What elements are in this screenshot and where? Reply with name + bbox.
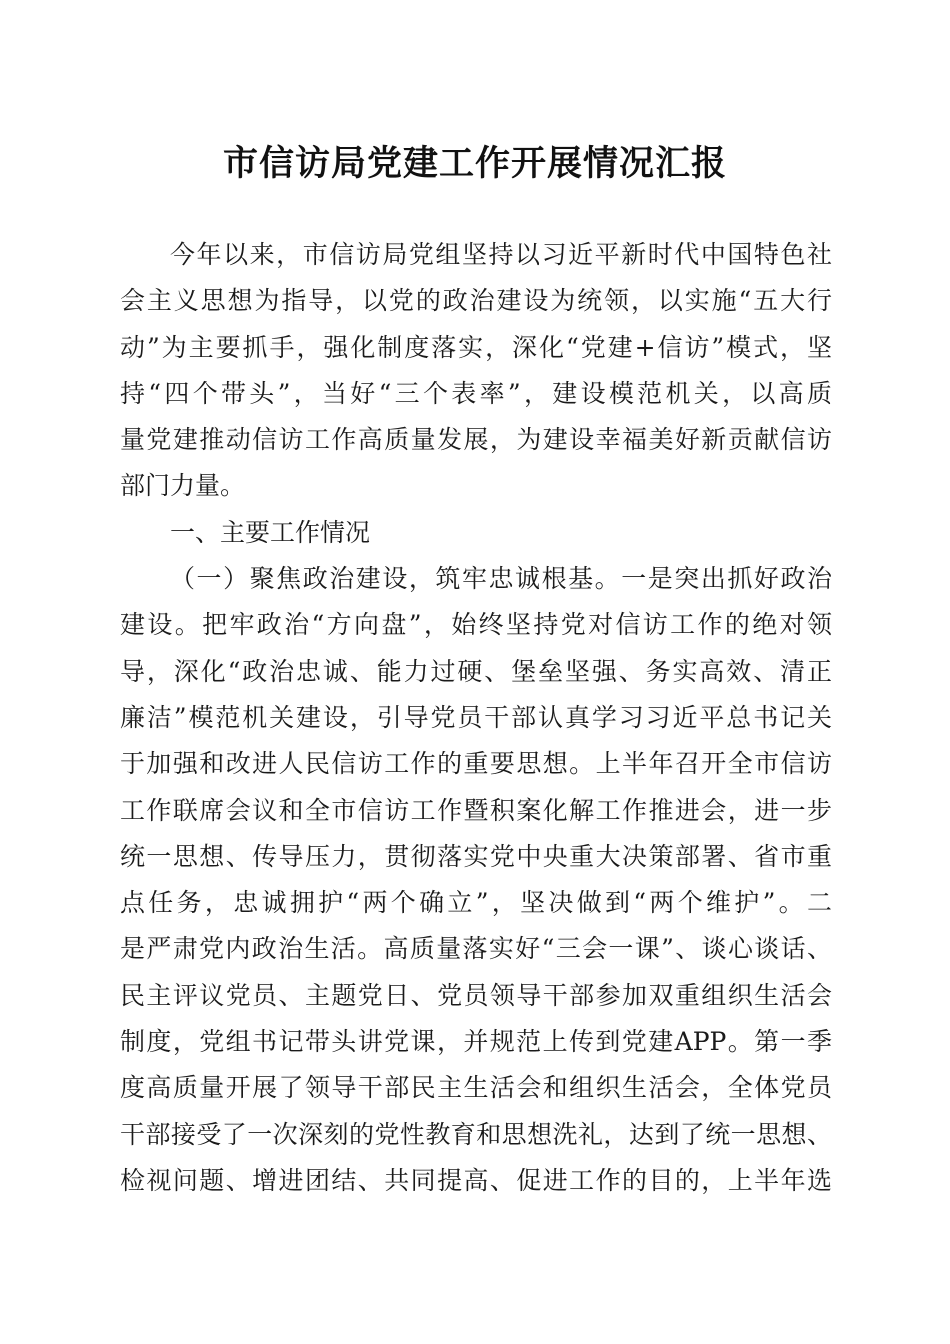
paragraph-line: 制度，党组书记带头讲党课，并规范上传到党建APP。第一季 [120, 1027, 832, 1057]
paragraph-line: 今年以来，市信访局党组坚持以习近平新时代中国特色社 [170, 240, 832, 269]
paragraph-line: 干部接受了一次深刻的党性教育和思想洗礼，达到了统一思想、 [120, 1119, 832, 1149]
paragraph-line: 建设。把牢政治“方向盘”，始终坚持党对信访工作的绝对领 [120, 610, 832, 640]
intro-paragraph [120, 232, 832, 510]
paragraph-line: 检视问题、增进团结、共同提高、促进工作的目的，上半年选 [120, 1165, 832, 1195]
paragraph-line: 民主评议党员、主题党日、党员领导干部参加双重组织生活会 [120, 980, 832, 1010]
paragraph-line: 度高质量开展了领导干部民主生活会和组织生活会，全体党员 [120, 1073, 832, 1103]
paragraph-line: 廉洁”模范机关建设，引导党员干部认真学习习近平总书记关 [120, 702, 832, 732]
paragraph-line: 工作联席会议和全市信访工作暨积案化解工作推进会，进一步 [120, 795, 832, 825]
paragraph-line: 持“四个带头”，当好“三个表率”，建设模范机关，以高质 [120, 378, 832, 408]
paragraph-line: 动”为主要抓手，强化制度落实，深化“党建+信访”模式，坚 [120, 332, 832, 362]
document-body [120, 232, 832, 1204]
document-title: 市信访局党建工作开展情况汇报 [222, 144, 727, 184]
paragraph-line: 于加强和改进人民信访工作的重要思想。上半年召开全市信访 [120, 749, 832, 779]
paragraph-line: 点任务，忠诚拥护“两个确立”，坚决做到“两个维护”。二 [120, 888, 832, 918]
paragraph-line: 导，深化“政治忠诚、能力过硬、堡垒坚强、务实高效、清正 [120, 656, 832, 686]
section-heading: 一、主要工作情况 [170, 517, 371, 547]
section-1-paragraph [120, 556, 832, 1204]
paragraph-line: 会主义思想为指导，以党的政治建设为统领，以实施“五大行 [120, 286, 832, 316]
paragraph-line: 是严肃党内政治生活。高质量落实好“三会一课”、谈心谈话、 [120, 934, 832, 964]
paragraph-line: （一）聚焦政治建设，筑牢忠诚根基。一是突出抓好政治 [170, 564, 832, 594]
paragraph-line: 部门力量。 [120, 471, 246, 501]
paragraph-line: 量党建推动信访工作高质量发展，为建设幸福美好新贡献信访 [120, 425, 832, 455]
paragraph-line: 统一思想、传导压力，贯彻落实党中央重大决策部署、省市重 [120, 841, 832, 871]
